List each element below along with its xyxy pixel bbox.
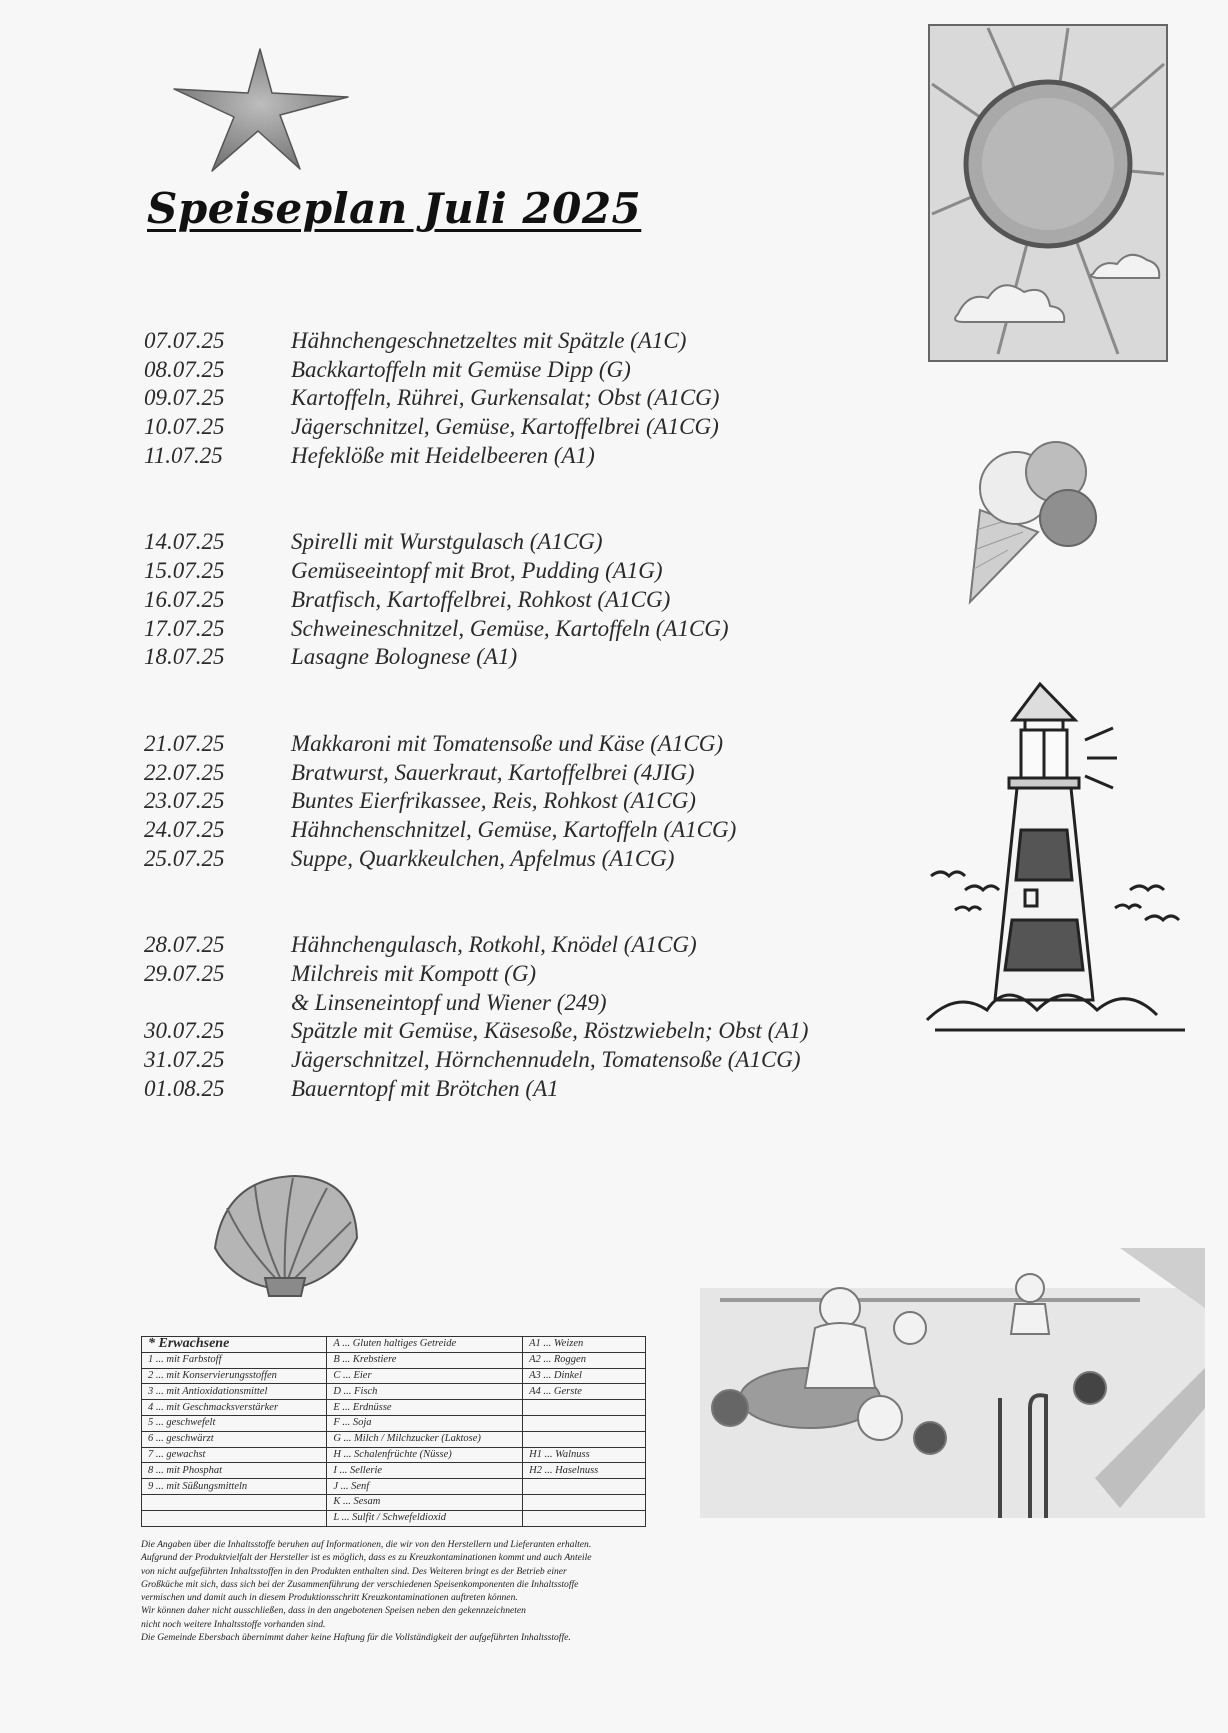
pool-children-illustration bbox=[700, 1248, 1205, 1518]
menu-meal: Gemüseeintopf mit Brot, Pudding (A1G) bbox=[291, 558, 663, 584]
legend-cell: A4 ... Gerste bbox=[523, 1384, 646, 1400]
menu-meal: Spätzle mit Gemüse, Käsesoße, Röstzwiebeln; Obst (A1) bbox=[291, 1018, 809, 1044]
legend-row bbox=[142, 1400, 646, 1416]
menu-meal: Milchreis mit Kompott (G) bbox=[291, 961, 537, 986]
lighthouse-icon bbox=[925, 680, 1190, 1040]
menu-date: 15.07.25 bbox=[144, 558, 225, 584]
menu-date: 07.07.25 bbox=[144, 328, 225, 353]
legend-cell: F ... Soja bbox=[327, 1415, 523, 1431]
menu-row bbox=[144, 1047, 884, 1076]
menu-date: 23.07.25 bbox=[144, 788, 225, 814]
menu-week bbox=[144, 731, 884, 874]
menu-meal: Hähnchenschnitzel, Gemüse, Kartoffeln (A1CG) bbox=[291, 816, 737, 842]
legend-cell: G ... Milch / Milchzucker (Laktose) bbox=[327, 1431, 523, 1447]
legend-cell: 5 ... geschwefelt bbox=[142, 1415, 327, 1431]
disclaimer-line: von nicht aufgeführten Inhaltsstoffen in den Produkten enthalten sind. Des Weiteren bringt es der Betrieb einer bbox=[141, 1565, 567, 1577]
menu-date: 11.07.25 bbox=[144, 442, 223, 468]
starfish-icon bbox=[172, 45, 352, 175]
legend-cell: D ... Fisch bbox=[327, 1384, 523, 1400]
seashell-icon bbox=[205, 1168, 365, 1298]
menu-row bbox=[144, 328, 884, 357]
allergen-legend-table bbox=[141, 1336, 646, 1527]
legend-cell: A ... Gluten haltiges Getreide bbox=[327, 1337, 523, 1353]
menu-meal: Makkaroni mit Tomatensoße und Käse (A1CG) bbox=[291, 730, 724, 756]
legend-cell: 7 ... gewachst bbox=[142, 1447, 327, 1463]
menu-row bbox=[144, 731, 884, 760]
disclaimer-line: Die Gemeinde Ebersbach übernimmt daher keine Haftung für die Vollständigkeit der aufgeführten Inhaltsstoffe. bbox=[141, 1632, 571, 1644]
legend-row bbox=[142, 1337, 646, 1353]
menu-date: 14.07.25 bbox=[144, 529, 225, 555]
legend-row bbox=[142, 1368, 646, 1384]
menu-meal: Hähnchengeschnetzeltes mit Spätzle (A1C) bbox=[291, 328, 687, 353]
legend-cell: C ... Eier bbox=[327, 1368, 523, 1384]
menu-row bbox=[144, 990, 884, 1019]
menu-meal: Bratwurst, Sauerkraut, Kartoffelbrei (4JIG) bbox=[291, 759, 695, 785]
menu-meal: Jägerschnitzel, Hörnchennudeln, Tomatensoße (A1CG) bbox=[291, 1047, 801, 1073]
menu-meal: Suppe, Quarkkeulchen, Apfelmus (A1CG) bbox=[291, 845, 675, 871]
legend-row bbox=[142, 1431, 646, 1447]
legend-header: * Erwachsene bbox=[142, 1337, 327, 1353]
menu-list bbox=[144, 328, 884, 1162]
menu-date: 17.07.25 bbox=[144, 615, 225, 641]
legend-cell bbox=[142, 1494, 327, 1510]
menu-date: 30.07.25 bbox=[144, 1018, 225, 1044]
menu-date: 31.07.25 bbox=[144, 1047, 225, 1073]
disclaimer-line: Wir können daher nicht ausschließen, dass in den angebotenen Speisen neben den gekennzeichneten bbox=[141, 1605, 526, 1617]
menu-date: 09.07.25 bbox=[144, 385, 225, 411]
menu-date: 21.07.25 bbox=[144, 730, 225, 756]
legend-row bbox=[142, 1510, 646, 1526]
menu-row bbox=[144, 1076, 884, 1105]
legend-cell: L ... Sulfit / Schwefeldioxid bbox=[327, 1510, 523, 1526]
legend-row bbox=[142, 1479, 646, 1495]
legend-cell: H ... Schalenfrüchte (Nüsse) bbox=[327, 1447, 523, 1463]
menu-week bbox=[144, 932, 884, 1104]
disclaimer-line: Großküche mit sich, dass sich bei der Zusammenführung der verschiedenen Speisenkomponenten die Inhaltsstoffe bbox=[141, 1578, 579, 1590]
menu-date: 01.08.25 bbox=[144, 1075, 225, 1101]
menu-row bbox=[144, 932, 884, 961]
legend-cell bbox=[523, 1400, 646, 1416]
legend-row bbox=[142, 1494, 646, 1510]
menu-meal: Bauerntopf mit Brötchen (A1 bbox=[291, 1075, 559, 1101]
menu-row bbox=[144, 760, 884, 789]
disclaimer-line: Die Angaben über die Inhaltsstoffe beruhen auf Informationen, die wir von den Herstellern und Lieferanten erhalten. bbox=[141, 1539, 592, 1550]
menu-row bbox=[144, 587, 884, 616]
menu-meal: Lasagne Bolognese (A1) bbox=[291, 644, 518, 670]
legend-cell: A2 ... Roggen bbox=[523, 1352, 646, 1368]
menu-date: 24.07.25 bbox=[144, 816, 225, 842]
menu-meal: Jägerschnitzel, Gemüse, Kartoffelbrei (A1CG) bbox=[291, 414, 719, 440]
menu-row bbox=[144, 558, 884, 587]
menu-row bbox=[144, 357, 884, 386]
menu-week bbox=[144, 328, 884, 471]
menu-meal: Buntes Eierfrikassee, Reis, Rohkost (A1CG) bbox=[291, 788, 696, 814]
legend-cell: H2 ... Haselnuss bbox=[523, 1463, 646, 1479]
menu-row bbox=[144, 817, 884, 846]
menu-date: 18.07.25 bbox=[144, 644, 225, 670]
menu-row bbox=[144, 616, 884, 645]
menu-meal: Kartoffeln, Rührei, Gurkensalat; Obst (A1CG) bbox=[291, 385, 720, 411]
menu-meal: Hähnchengulasch, Rotkohl, Knödel (A1CG) bbox=[291, 932, 697, 958]
menu-row bbox=[144, 644, 884, 673]
legend-row bbox=[142, 1447, 646, 1463]
menu-date: 08.07.25 bbox=[144, 356, 225, 382]
legend-row bbox=[142, 1352, 646, 1368]
legend-cell: 4 ... mit Geschmacksverstärker bbox=[142, 1400, 327, 1416]
legend-cell: 9 ... mit Süßungsmitteln bbox=[142, 1479, 327, 1495]
legend-cell: H1 ... Walnuss bbox=[523, 1447, 646, 1463]
legend-cell: B ... Krebstiere bbox=[327, 1352, 523, 1368]
menu-row bbox=[144, 846, 884, 875]
menu-date: 25.07.25 bbox=[144, 845, 225, 871]
legend-cell bbox=[523, 1494, 646, 1510]
legend-cell bbox=[523, 1415, 646, 1431]
menu-meal: & Linseneintopf und Wiener (249) bbox=[291, 989, 607, 1015]
menu-date: 29.07.25 bbox=[144, 961, 225, 986]
legend-cell bbox=[142, 1510, 327, 1526]
allergen-disclaimer bbox=[141, 1538, 741, 1644]
legend-cell bbox=[523, 1510, 646, 1526]
legend-row bbox=[142, 1415, 646, 1431]
disclaimer-line: vermischen und damit auch in diesem Produktionsschritt Kreuzkontaminationen auftreten können. bbox=[141, 1592, 518, 1604]
menu-row bbox=[144, 788, 884, 817]
legend-cell: E ... Erdnüsse bbox=[327, 1400, 523, 1416]
menu-meal: Backkartoffeln mit Gemüse Dipp (G) bbox=[291, 356, 631, 382]
menu-row bbox=[144, 529, 884, 558]
legend-cell: 1 ... mit Farbstoff bbox=[142, 1352, 327, 1368]
menu-meal: Schweineschnitzel, Gemüse, Kartoffeln (A1CG) bbox=[291, 615, 729, 641]
page-title: Speiseplan Juli 2025 bbox=[147, 184, 642, 233]
legend-row bbox=[142, 1384, 646, 1400]
ice-cream-icon bbox=[968, 440, 1103, 610]
legend-cell: I ... Sellerie bbox=[327, 1463, 523, 1479]
menu-date: 22.07.25 bbox=[144, 759, 225, 785]
disclaimer-line: Aufgrund der Produktvielfalt der Hersteller ist es möglich, dass es zu Kreuzkontaminationen kommt und auch Anteile bbox=[141, 1552, 592, 1564]
disclaimer-line: nicht noch weitere Inhaltsstoffe vorhanden sind. bbox=[141, 1618, 326, 1630]
legend-cell: 2 ... mit Konservierungsstoffen bbox=[142, 1368, 327, 1384]
sun-icon bbox=[928, 24, 1168, 362]
menu-row bbox=[144, 385, 884, 414]
legend-row bbox=[142, 1463, 646, 1479]
legend-cell bbox=[523, 1479, 646, 1495]
menu-week bbox=[144, 529, 884, 672]
legend-cell: A3 ... Dinkel bbox=[523, 1368, 646, 1384]
legend-cell bbox=[523, 1431, 646, 1447]
menu-meal: Hefeklöße mit Heidelbeeren (A1) bbox=[291, 442, 595, 468]
menu-date: 16.07.25 bbox=[144, 586, 225, 612]
menu-date: 10.07.25 bbox=[144, 414, 225, 440]
legend-cell: A1 ... Weizen bbox=[523, 1337, 646, 1353]
menu-row bbox=[144, 414, 884, 443]
legend-cell: 3 ... mit Antioxidationsmittel bbox=[142, 1384, 327, 1400]
menu-meal: Spirelli mit Wurstgulasch (A1CG) bbox=[291, 529, 603, 555]
menu-row bbox=[144, 443, 884, 472]
legend-cell: J ... Senf bbox=[327, 1479, 523, 1495]
menu-meal: Bratfisch, Kartoffelbrei, Rohkost (A1CG) bbox=[291, 586, 671, 612]
legend-cell: K ... Sesam bbox=[327, 1494, 523, 1510]
legend-cell: 8 ... mit Phosphat bbox=[142, 1463, 327, 1479]
menu-row bbox=[144, 1018, 884, 1047]
menu-date: 28.07.25 bbox=[144, 932, 225, 958]
legend-cell: 6 ... geschwärzt bbox=[142, 1431, 327, 1447]
menu-row bbox=[144, 961, 884, 990]
